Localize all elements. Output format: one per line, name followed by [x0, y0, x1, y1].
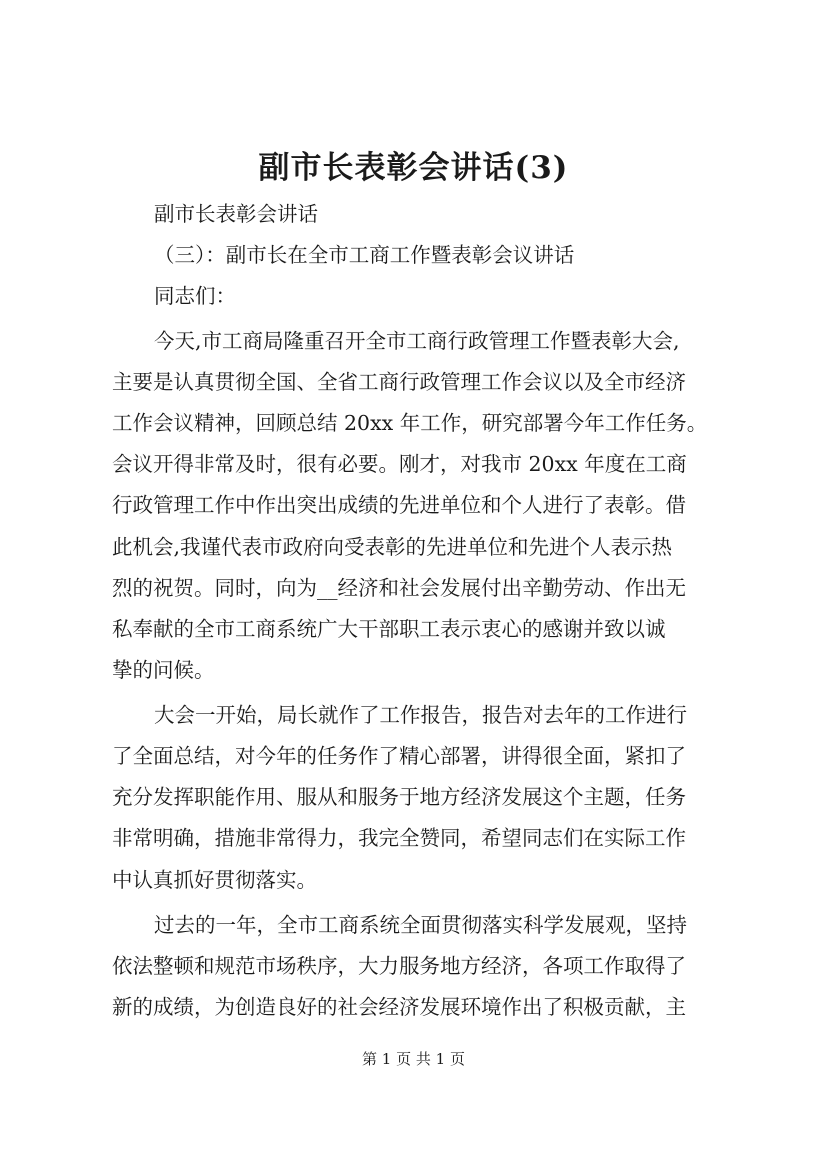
- paragraph-line: 非常明确，措施非常得力，我完全赞同，希望同志们在实际工作: [112, 826, 686, 850]
- paragraph-line: 烈的祝贺。同时，向为__经济和社会发展付出辛勤劳动、作出无: [112, 576, 686, 600]
- document-title: 副市长表彰会讲话(3): [258, 150, 569, 186]
- paragraph-line: 新的成绩，为创造良好的社会经济发展环境作出了积极贡献，主: [112, 995, 686, 1019]
- paragraph-line: 此机会,我谨代表市政府向受表彰的先进单位和先进个人表示热: [112, 535, 673, 559]
- paragraph-line: 今天,市工商局隆重召开全市工商行政管理工作暨表彰大会,: [154, 329, 680, 353]
- paragraph-line: 依法整顿和规范市场秩序，大力服务地方经济，各项工作取得了: [112, 954, 686, 978]
- paragraph-line: 充分发挥职能作用、服从和服务于地方经济发展这个主题，任务: [112, 785, 686, 809]
- salutation-line: 同志们：: [154, 284, 236, 308]
- paragraph-line: 行政管理工作中作出突出成绩的先进单位和个人进行了表彰。借: [112, 493, 686, 517]
- paragraph-line: 私奉献的全市工商系统广大干部职工表示衷心的感谢并致以诚: [112, 617, 666, 641]
- page-number-footer: 第 1 页 共 1 页: [362, 1050, 465, 1068]
- paragraph-line: 大会一开始，局长就作了工作报告，报告对去年的工作进行: [154, 703, 687, 727]
- paragraph-line: 会议开得非常及时，很有必要。刚才，对我市 20xx 年度在工商: [112, 452, 687, 476]
- subtitle-line: （三）：副市长在全市工商工作暨表彰会议讲话: [154, 243, 575, 267]
- paragraph-line: 了全面总结，对今年的任务作了精心部署，讲得很全面，紧扣了: [112, 744, 686, 768]
- subtitle-line: 副市长表彰会讲话: [154, 202, 318, 226]
- paragraph-line: 中认真抓好贯彻落实。: [112, 868, 317, 892]
- paragraph-line: 过去的一年，全市工商系统全面贯彻落实科学发展观，坚持: [154, 913, 687, 937]
- paragraph-line: 挚的问候。: [112, 658, 215, 682]
- paragraph-line: 主要是认真贯彻全国、全省工商行政管理工作会议以及全市经济: [112, 370, 686, 394]
- paragraph-line: 工作会议精神，回顾总结 20xx 年工作，研究部署今年工作任务。: [112, 411, 708, 435]
